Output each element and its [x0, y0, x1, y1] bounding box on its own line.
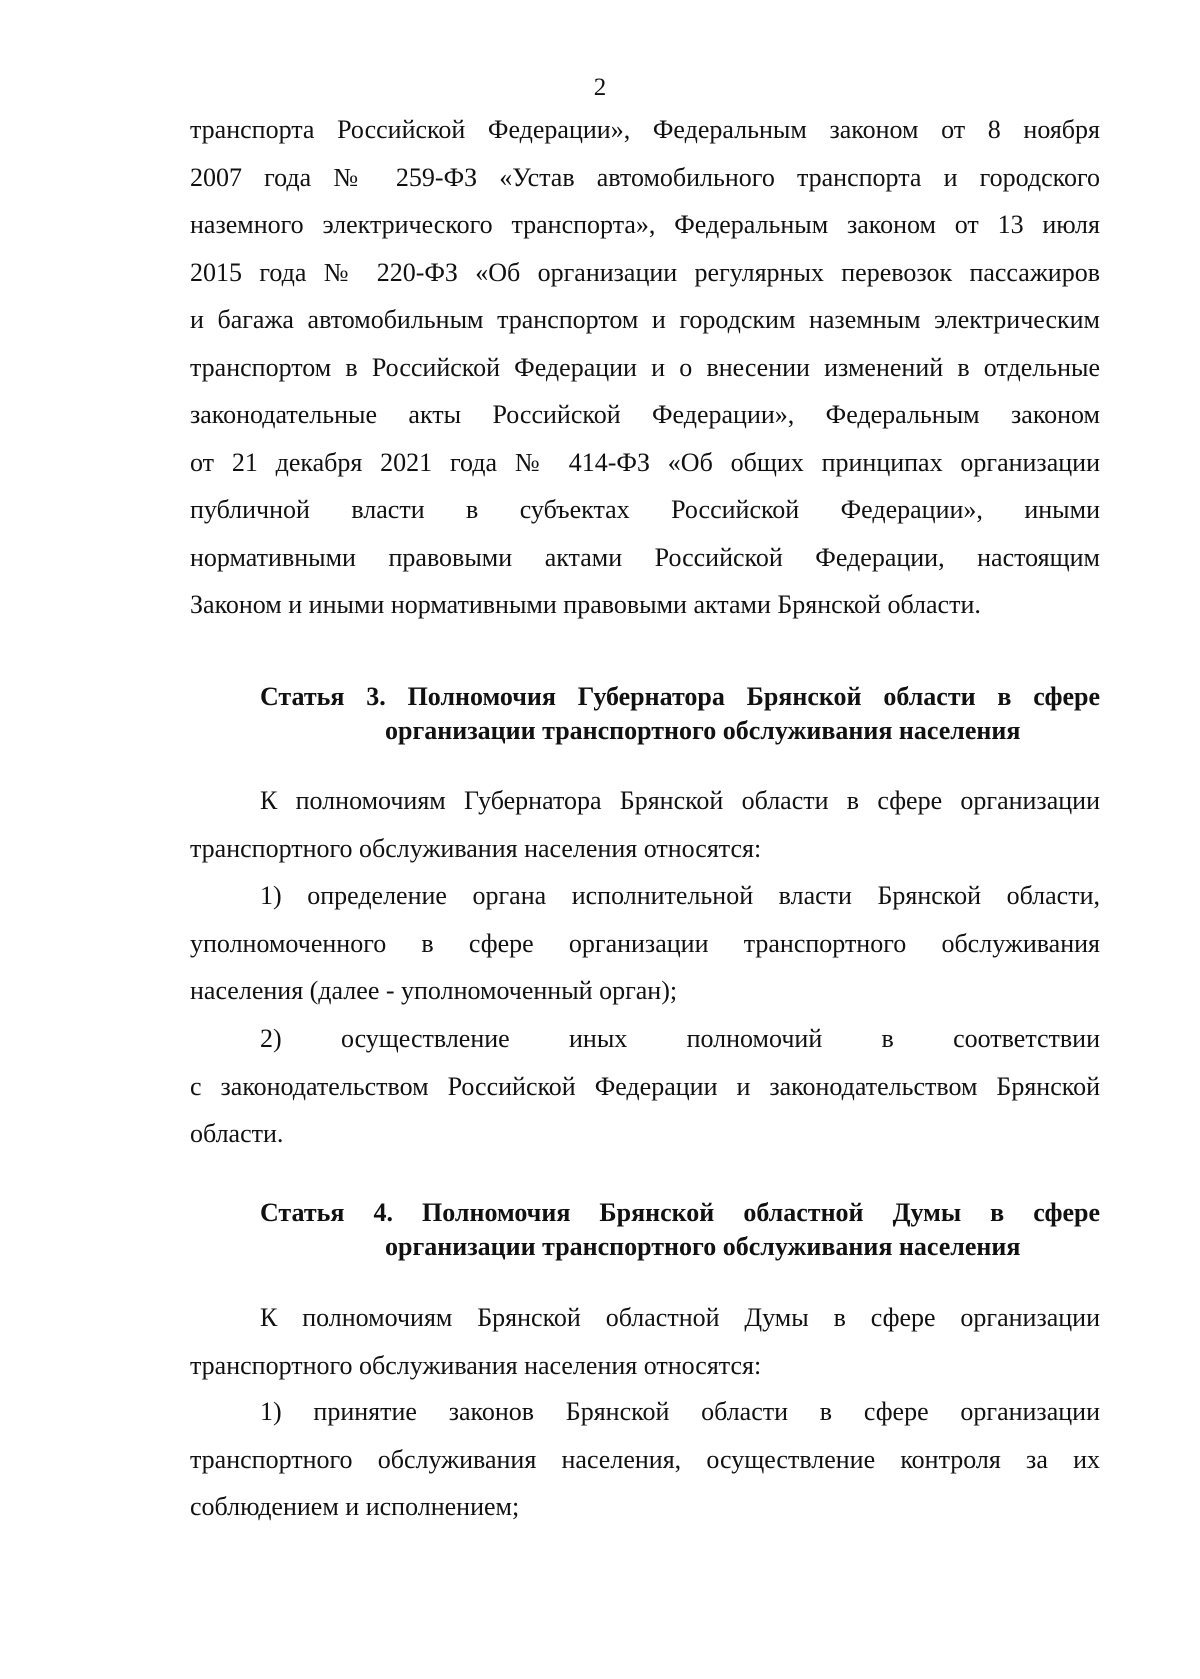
text-line: наземного электрического транспорта», Федеральным законом от 13 июля: [190, 210, 1100, 239]
text-line: 1) определение органа исполнительной власти Брянской области,: [260, 881, 1100, 910]
text-line: населения (далее - уполномоченный орган);: [190, 976, 678, 1005]
article-4-heading: [260, 1196, 1100, 1264]
text-line: транспортного обслуживания населения, осуществление контроля за их: [190, 1444, 1100, 1474]
text-line: К полномочиям Брянской областной Думы в сфере организации: [260, 1303, 1100, 1332]
heading-line: организации транспортного обслуживания населения: [385, 716, 1021, 745]
text-line: транспортного обслуживания населения относятся:: [190, 1350, 762, 1380]
text-line: транспорта Российской Федерации», Федеральным законом от 8 ноября: [190, 115, 1100, 144]
heading-line: организации транспортного обслуживания населения: [385, 1232, 1021, 1261]
page-number: 2: [593, 74, 607, 101]
text-line: публичной власти в субъектах Российской Федерации», иными: [190, 495, 1100, 524]
article-3-paragraph: [190, 777, 1100, 872]
text-line: уполномоченного в сфере организации транспортного обслуживания: [190, 928, 1100, 958]
text-line: транспортом в Российской Федерации и о внесении изменений в отдельные: [190, 352, 1100, 382]
text-line: соблюдением и исполнением;: [190, 1492, 520, 1521]
text-line: области.: [190, 1119, 284, 1148]
article-4-paragraph: [190, 1294, 1100, 1389]
text-line: 1) принятие законов Брянской области в сфере организации: [260, 1397, 1100, 1426]
article-4-item-1: [190, 1388, 1100, 1531]
article-3-heading: [260, 680, 1100, 748]
intro-paragraph: [190, 106, 1100, 629]
heading-line: Статья 3. Полномочия Губернатора Брянской области в сфере: [260, 682, 1100, 711]
text-line: 2015 года № 220-ФЗ «Об организации регулярных перевозок пассажиров: [190, 257, 1100, 287]
text-line: Законом и иными нормативными правовыми актами Брянской области.: [190, 590, 981, 619]
text-line: с законодательством Российской Федерации и законодательством Брянской: [190, 1071, 1100, 1101]
text-line: 2) осуществление иных полномочий в соответствии: [260, 1024, 1100, 1053]
text-line: 2007 года № 259-ФЗ «Устав автомобильного транспорта и городского: [190, 162, 1100, 192]
heading-line: Статья 4. Полномочия Брянской областной Думы в сфере: [260, 1198, 1100, 1227]
text-line: нормативными правовыми актами Российской Федерации, настоящим: [190, 542, 1100, 572]
text-line: транспортного обслуживания населения относятся:: [190, 833, 762, 863]
text-line: законодательные акты Российской Федерации», Федеральным законом: [190, 400, 1100, 429]
article-3-item-2: [190, 1015, 1100, 1158]
article-3-item-1: [190, 872, 1100, 1015]
text-line: и багажа автомобильным транспортом и городским наземным электрическим: [190, 305, 1100, 334]
text-line: К полномочиям Губернатора Брянской области в сфере организации: [260, 786, 1100, 815]
text-line: от 21 декабря 2021 года № 414-ФЗ «Об общих принципах организации: [190, 447, 1100, 477]
